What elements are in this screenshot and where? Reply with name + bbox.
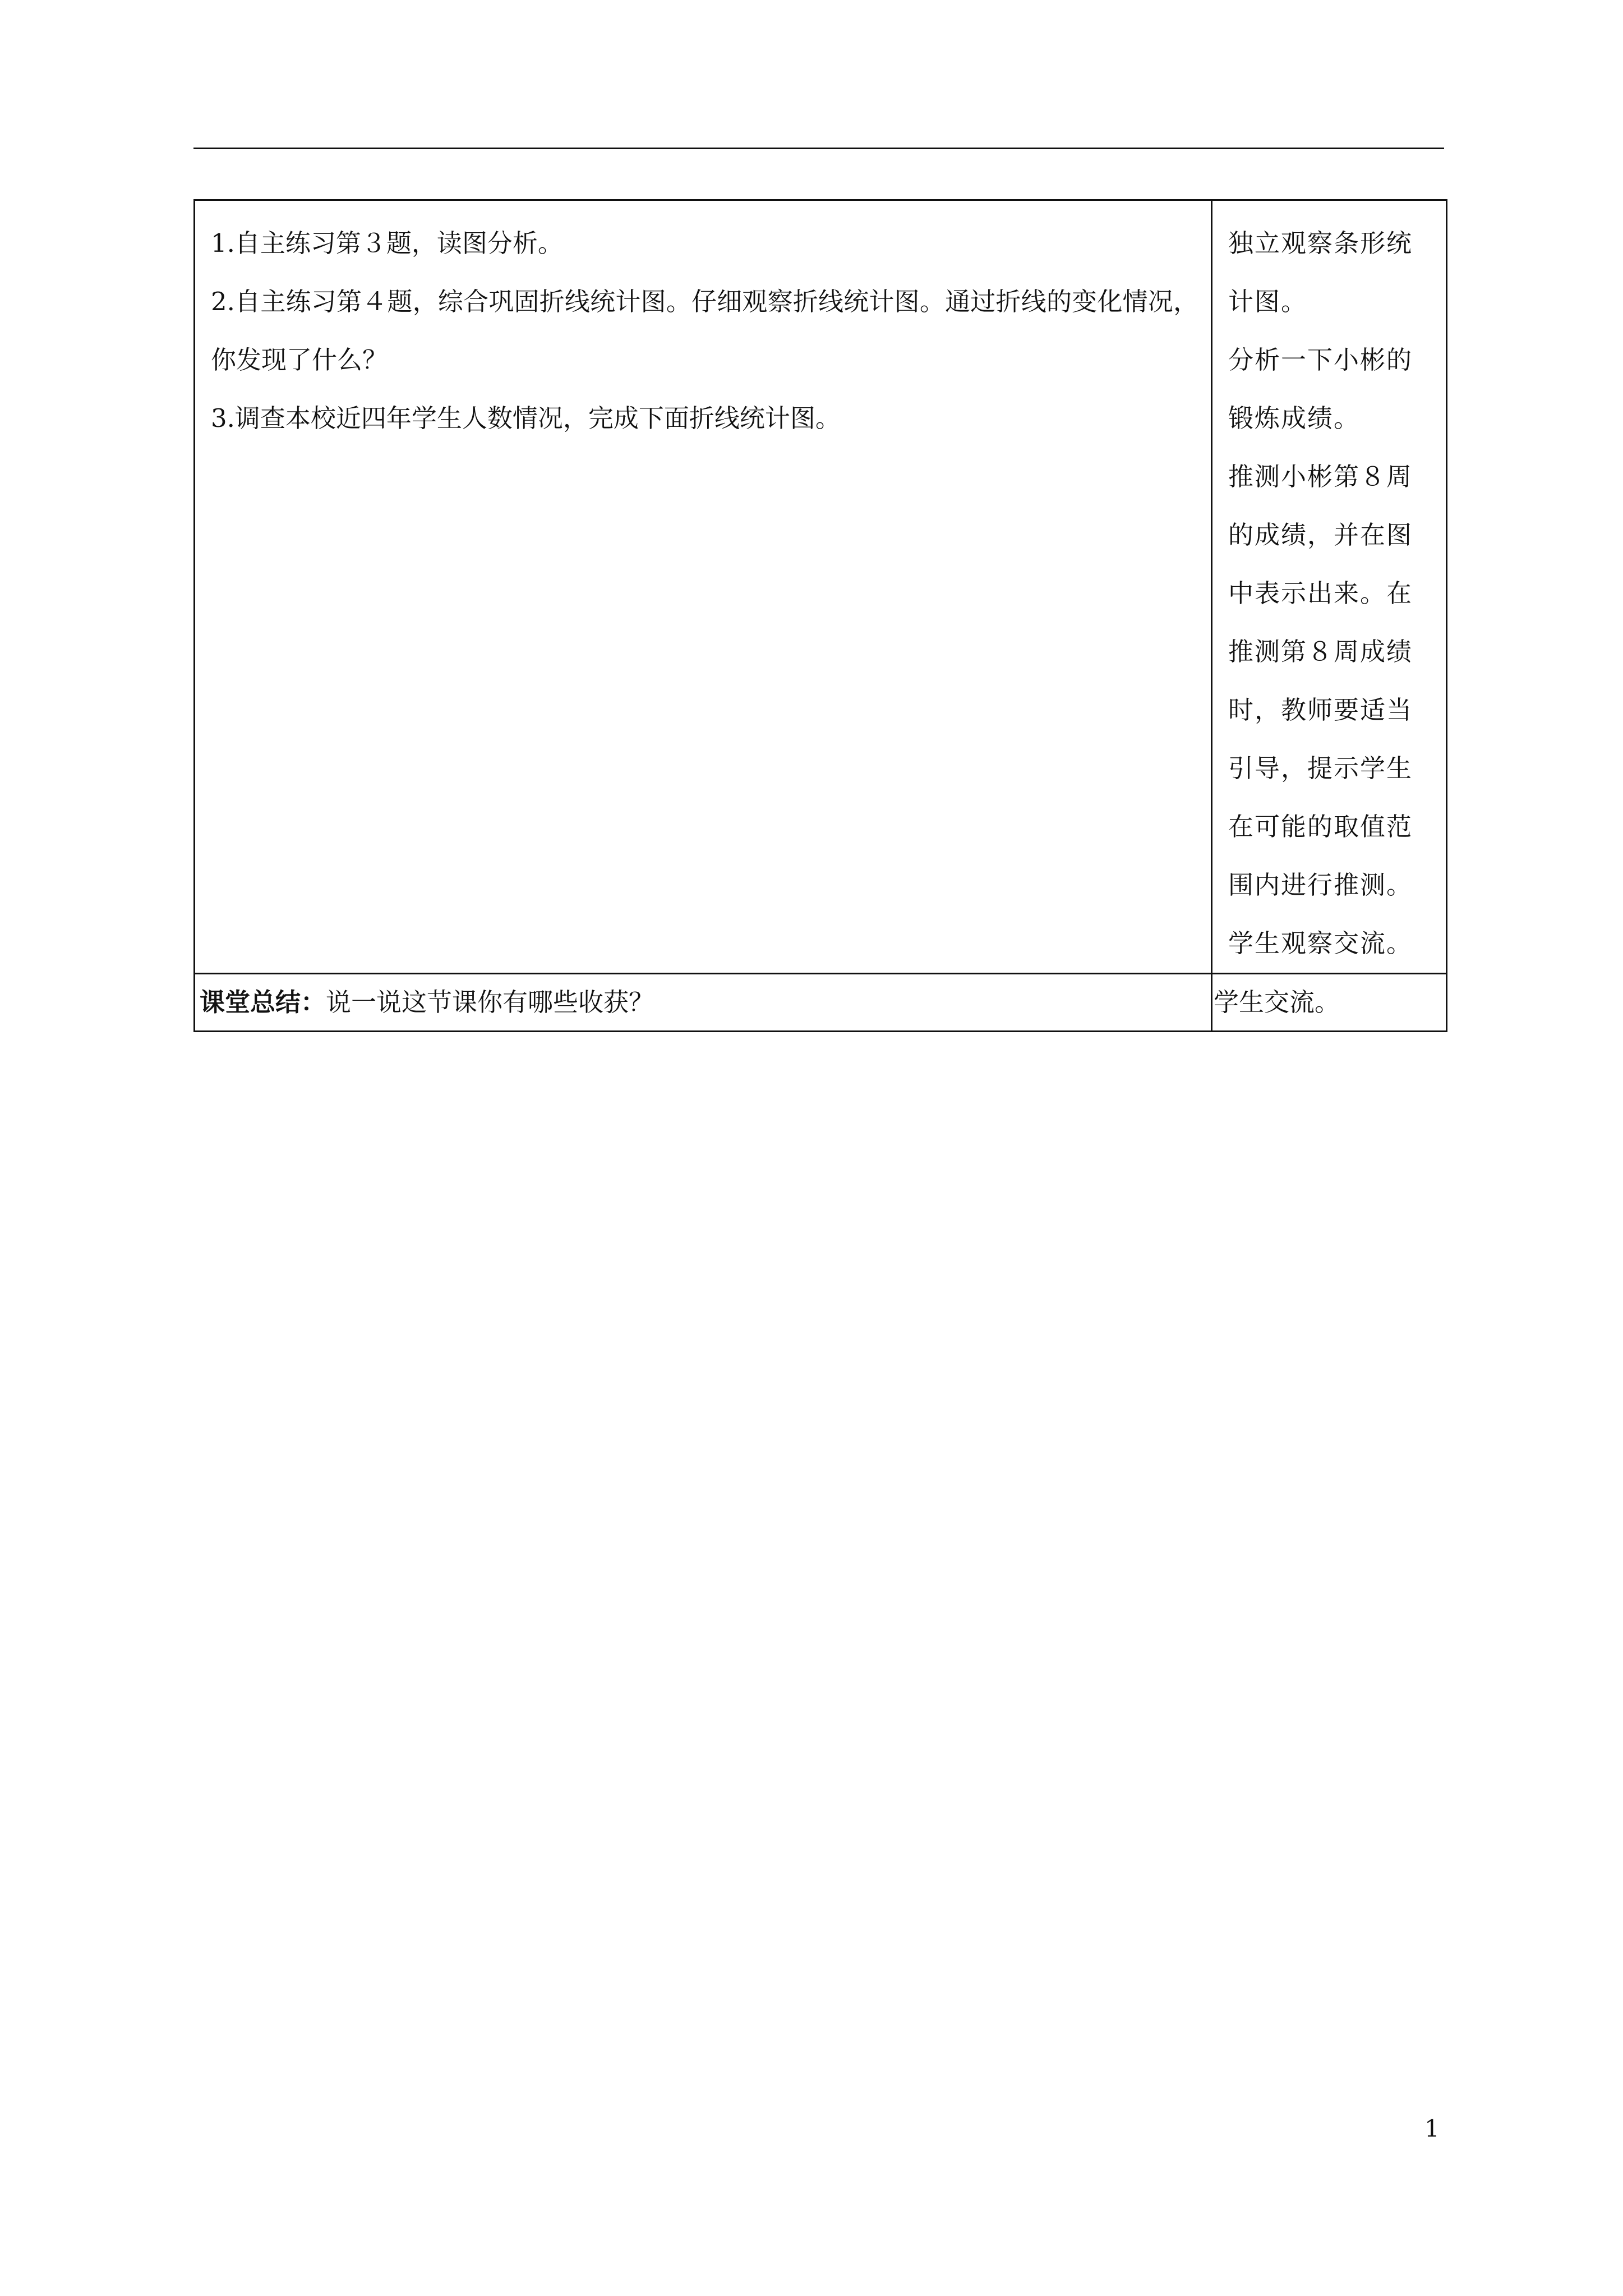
activity-line: 独立观察条形统 [1228,228,1413,258]
activity-line: 推测小彬第８周 [1228,462,1413,491]
activity-line: 学生观察交流。 [1228,928,1413,958]
exercise-row [195,200,1447,974]
summary-label: 课堂总结： [200,987,326,1017]
exercise-item: 1.自主练习第３题，读图分析。 [211,228,563,258]
activity-line: 时，教师要适当 [1228,695,1413,725]
page-number: 1 [1424,2115,1440,2142]
header-rule [193,148,1444,149]
summary-question: 说一说这节课你有哪些收获？ [326,987,654,1017]
activity-line: 引导，提示学生 [1228,753,1413,783]
exercise-item: 3.调查本校近四年学生人数情况，完成下面折线统计图。 [211,403,841,433]
lesson-plan-table [193,199,1447,1032]
activity-line: 的成绩，并在图 [1228,520,1413,550]
exercise-item: 2.自主练习第４题，综合巩固折线统计图。仔细观察折线统计图。通过折线的变化情况，你发现了什么？ [211,287,1198,375]
exercise-cell [195,200,1212,974]
activity-line: 围内进行推测。 [1228,870,1413,900]
summary-cell [195,974,1212,1032]
activity-line: 中表示出来。在 [1228,578,1413,608]
activity-line: 锻炼成绩。 [1228,403,1361,433]
summary-line [200,974,1211,1030]
student-activity-cell [1212,200,1447,974]
activity-line: 在可能的取值范 [1228,812,1413,841]
activity-line: 计图。 [1228,287,1308,316]
summary-activity: 学生交流。 [1214,987,1340,1017]
summary-activity-cell [1212,974,1447,1032]
activity-line: 推测第８周成绩 [1228,637,1413,666]
activity-line: 分析一下小彬的 [1228,345,1413,375]
summary-row [195,974,1447,1032]
